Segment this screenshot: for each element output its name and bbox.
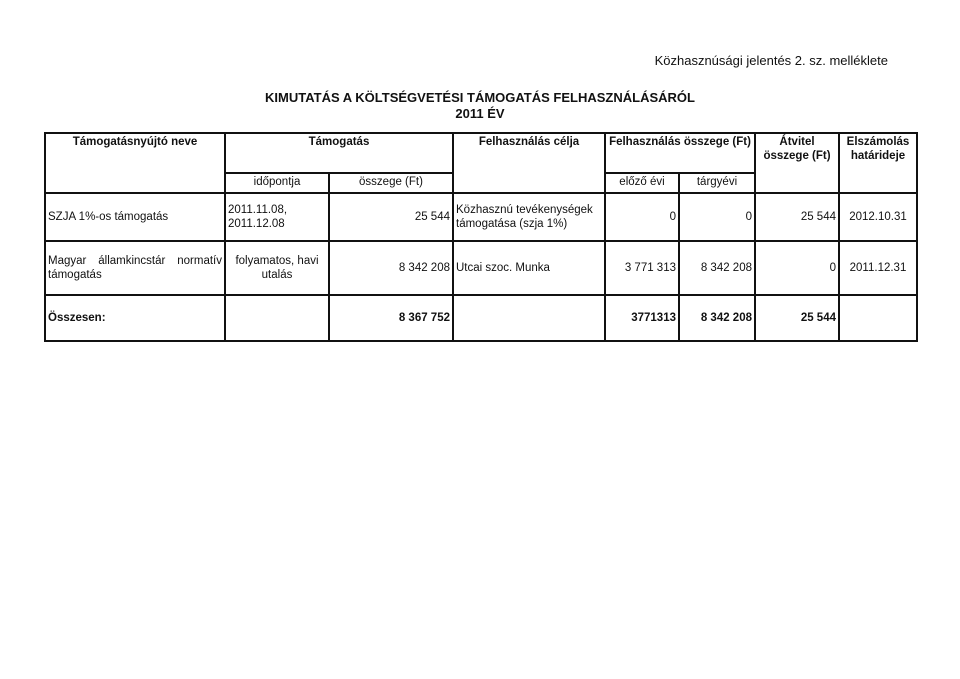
row-grantor: SZJA 1%-os támogatás xyxy=(45,193,225,241)
col-carryover-header: Átvitel összege (Ft) xyxy=(755,133,839,173)
row-current-year: 8 342 208 xyxy=(679,241,755,295)
row-date: folyamatos, havi utalás xyxy=(225,241,329,295)
row-previous-year: 0 xyxy=(605,193,679,241)
grantor-word: normatív xyxy=(177,255,222,267)
total-current-year: 8 342 208 xyxy=(679,295,755,341)
row-current-year: 0 xyxy=(679,193,755,241)
row-carryover: 25 544 xyxy=(755,193,839,241)
table-row xyxy=(45,193,917,241)
purpose-subheader-empty xyxy=(453,173,605,193)
total-row xyxy=(45,295,917,341)
annex-label: Közhasznúsági jelentés 2. sz. melléklete xyxy=(654,53,888,68)
grant-usage-table xyxy=(44,132,918,342)
grantor-subheader-empty xyxy=(45,173,225,193)
total-carryover: 25 544 xyxy=(755,295,839,341)
row-deadline: 2011.12.31 xyxy=(839,241,917,295)
document-year: 2011 ÉV xyxy=(455,106,505,121)
row-carryover: 0 xyxy=(755,241,839,295)
header-row xyxy=(45,133,917,173)
row-amount: 8 342 208 xyxy=(329,241,453,295)
subheader-row xyxy=(45,173,917,193)
deadline-subheader-empty xyxy=(839,173,917,193)
total-amount: 8 367 752 xyxy=(329,295,453,341)
col-deadline-header: Elszámolás határideje xyxy=(839,133,917,173)
row-date: 2011.11.08, 2011.12.08 xyxy=(225,193,329,241)
total-purpose-empty xyxy=(453,295,605,341)
row-amount: 25 544 xyxy=(329,193,453,241)
col-support-header: Támogatás xyxy=(225,133,453,173)
grantor-first-line xyxy=(48,254,222,268)
col-amount-subheader: összege (Ft) xyxy=(329,173,453,193)
total-previous-year: 3771313 xyxy=(605,295,679,341)
row-previous-year: 3 771 313 xyxy=(605,241,679,295)
total-deadline-empty xyxy=(839,295,917,341)
total-label: Összesen: xyxy=(45,295,225,341)
row-purpose: Utcai szoc. Munka xyxy=(453,241,605,295)
table-row xyxy=(45,241,917,295)
grantor-word: Magyar xyxy=(48,255,87,267)
row-deadline: 2012.10.31 xyxy=(839,193,917,241)
col-date-subheader: időpontja xyxy=(225,173,329,193)
row-grantor xyxy=(45,241,225,295)
col-usage-amount-header: Felhasználás összege (Ft) xyxy=(605,133,755,173)
document-title: KIMUTATÁS A KÖLTSÉGVETÉSI TÁMOGATÁS FELHASZNÁLÁSÁRÓL xyxy=(265,90,695,105)
col-purpose-header: Felhasználás célja xyxy=(453,133,605,173)
col-current-year-subheader: tárgyévi xyxy=(679,173,755,193)
total-date-empty xyxy=(225,295,329,341)
col-grantor-header: Támogatásnyújtó neve xyxy=(45,133,225,173)
col-previous-year-subheader: előző évi xyxy=(605,173,679,193)
grantor-word: államkincstár xyxy=(98,255,166,267)
grantor-second-line: támogatás xyxy=(48,269,102,281)
carryover-subheader-empty xyxy=(755,173,839,193)
row-purpose: Közhasznú tevékenységek támogatása (szja 1%) xyxy=(453,193,605,241)
